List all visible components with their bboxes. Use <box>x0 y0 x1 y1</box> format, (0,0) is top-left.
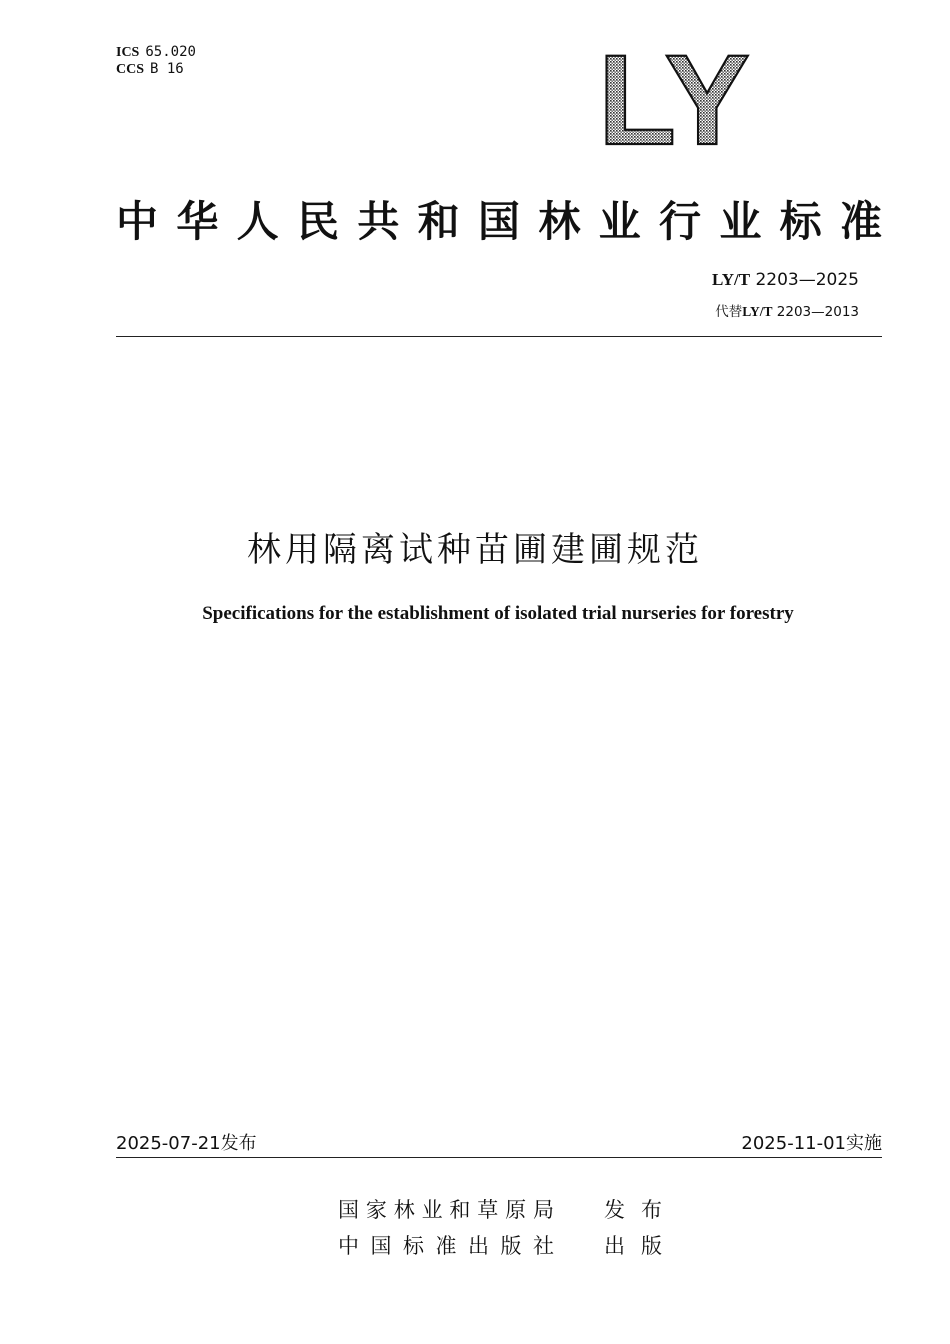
publisher-row <box>338 1194 662 1224</box>
ly-logo <box>598 40 778 152</box>
replaces-prefix: LY/T <box>742 304 773 319</box>
standard-number <box>712 270 859 290</box>
standard-number-prefix: LY/T <box>711 270 751 289</box>
issue-date: 2025-07-21发布 <box>116 1133 257 1154</box>
ccs-value: B 16 <box>150 61 184 77</box>
title-chinese: 林用隔离试种苗圃建圃规范 <box>247 530 703 570</box>
replaces-label: 代替 <box>715 304 743 320</box>
ics-label: ICS <box>116 45 140 60</box>
top-divider <box>116 336 882 337</box>
implementation-date: 2025-11-01实施 <box>741 1133 882 1154</box>
standard-number-value: 2203—2025 <box>755 270 859 290</box>
publisher-name: 国家林业和草原局 <box>338 1198 554 1222</box>
bottom-divider <box>116 1157 882 1158</box>
printer-action: 出版 <box>604 1234 662 1258</box>
printer-row <box>338 1230 662 1260</box>
replaces-standard <box>715 300 859 320</box>
classification-codes <box>116 44 196 78</box>
standard-category: 中华人民共和国林业行业标准 <box>116 197 882 246</box>
replaces-value: 2203—2013 <box>776 304 859 320</box>
ly-logo-text: LY <box>598 40 750 152</box>
ics-value: 65.020 <box>145 44 196 60</box>
printer-name: 中国标准出版社 <box>338 1234 554 1258</box>
ccs-label: CCS <box>116 62 145 77</box>
title-english: Specifications for the establishment of isolated trial nurseries for forestry <box>202 603 794 624</box>
publisher-action: 发布 <box>604 1198 662 1222</box>
